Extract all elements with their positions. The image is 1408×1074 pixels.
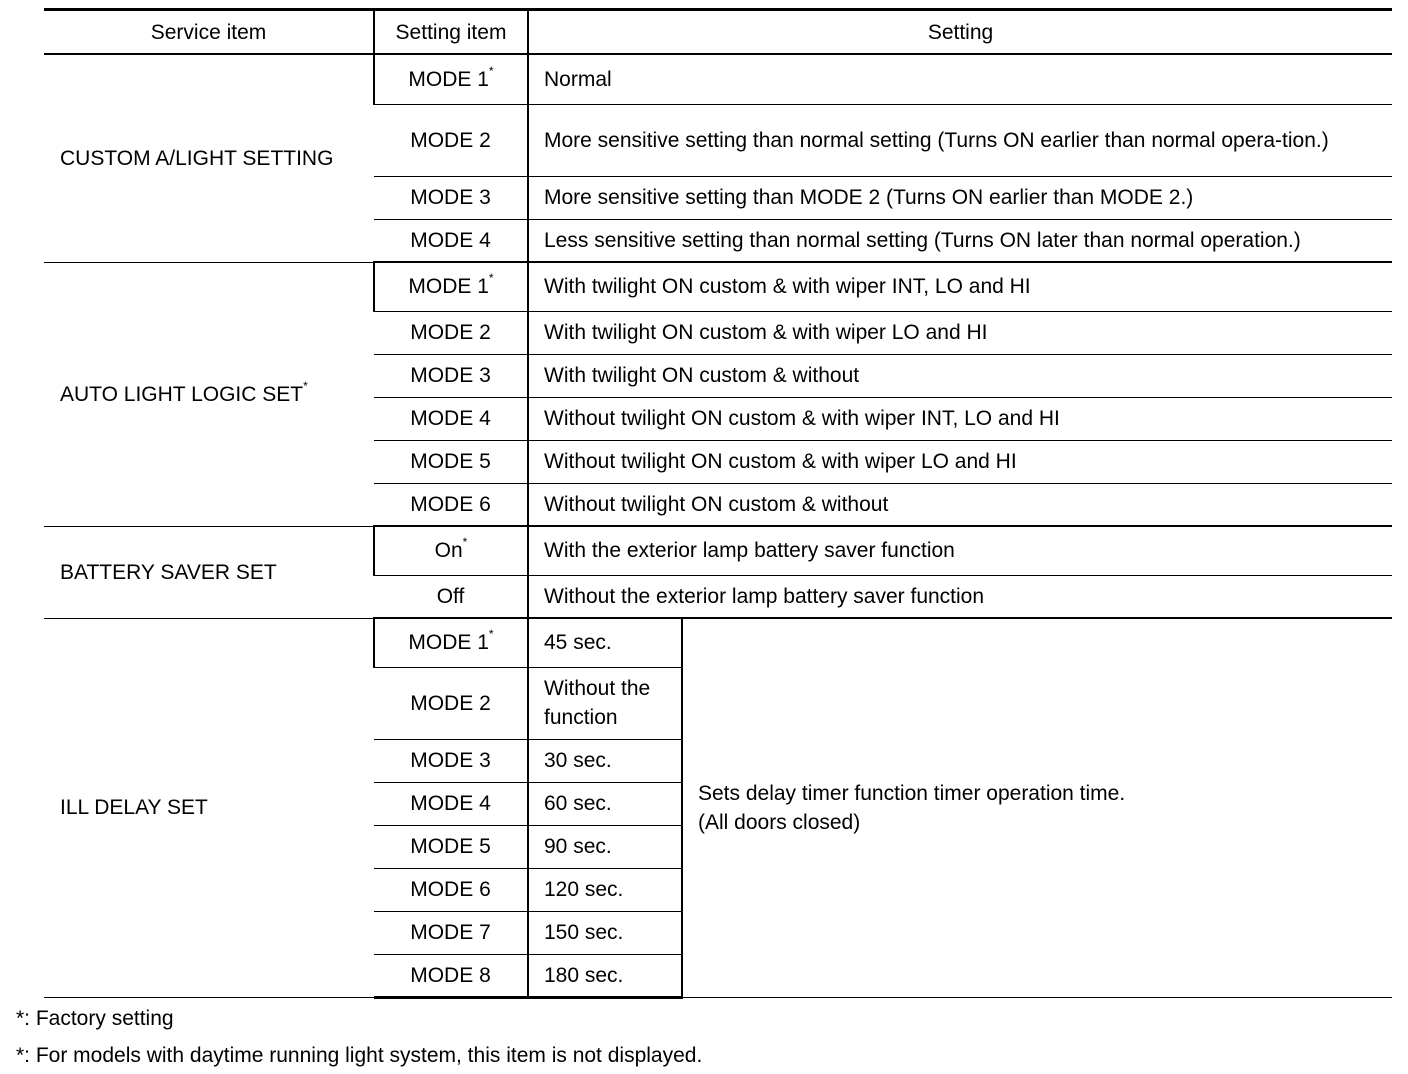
setting-item-cell bbox=[374, 667, 528, 739]
mode-label: On bbox=[434, 539, 463, 563]
setting-item-cell bbox=[374, 176, 528, 219]
mode-label: MODE 2 bbox=[410, 321, 491, 344]
setting-value: 150 sec. bbox=[528, 911, 682, 954]
setting-item-cell bbox=[374, 440, 528, 483]
setting-item-cell bbox=[374, 782, 528, 825]
setting-item-cell bbox=[374, 825, 528, 868]
mode-label: MODE 6 bbox=[410, 878, 491, 901]
setting-value: 90 sec. bbox=[528, 825, 682, 868]
setting-item-cell bbox=[374, 868, 528, 911]
table-header-row bbox=[44, 10, 1392, 55]
setting-value: Without twilight ON custom & with wiper INT, LO and HI bbox=[528, 397, 1392, 440]
factory-mark: * bbox=[488, 63, 494, 78]
service-battery-saver: BATTERY SAVER SET bbox=[44, 526, 374, 618]
table-row bbox=[44, 526, 1392, 575]
setting-value: 45 sec. bbox=[528, 618, 682, 667]
factory-mark: * bbox=[488, 271, 494, 286]
setting-value: With the exterior lamp battery saver function bbox=[528, 526, 1392, 575]
display-note-mark: * bbox=[303, 378, 308, 393]
service-custom-alight: CUSTOM A/LIGHT SETTING bbox=[44, 54, 374, 262]
mode-label: MODE 5 bbox=[410, 835, 491, 858]
setting-item-cell bbox=[374, 54, 528, 104]
mode-label: MODE 8 bbox=[410, 963, 491, 987]
factory-mark: * bbox=[462, 535, 468, 550]
header-setting: Setting bbox=[528, 10, 1392, 55]
setting-value: 30 sec. bbox=[528, 739, 682, 782]
setting-value: Without twilight ON custom & with wiper LO and HI bbox=[528, 440, 1392, 483]
mode-label: MODE 1 bbox=[408, 275, 489, 299]
service-auto-light-logic bbox=[44, 262, 374, 526]
footnote-daytime-running-light: *: For models with daytime running light system, this item is not displayed. bbox=[16, 1044, 703, 1067]
footnote-factory-setting: *: Factory setting bbox=[16, 1007, 174, 1030]
setting-value: Less sensitive setting than normal setting (Turns ON later than normal operation.) bbox=[528, 219, 1392, 262]
mode-label: MODE 3 bbox=[410, 364, 491, 387]
setting-value: 120 sec. bbox=[528, 868, 682, 911]
service-label: AUTO LIGHT LOGIC SET bbox=[60, 382, 304, 406]
mode-label: MODE 3 bbox=[410, 749, 491, 772]
setting-item-cell bbox=[374, 397, 528, 440]
setting-item-cell bbox=[374, 262, 528, 311]
setting-value: 180 sec. bbox=[528, 954, 682, 997]
service-ill-delay: ILL DELAY SET bbox=[44, 618, 374, 997]
setting-value: With twilight ON custom & with wiper INT, LO and HI bbox=[528, 262, 1392, 311]
mode-label: MODE 3 bbox=[410, 186, 491, 209]
setting-value: Without the function bbox=[528, 667, 682, 739]
mode-label: MODE 2 bbox=[410, 691, 491, 715]
setting-item-cell bbox=[374, 575, 528, 618]
setting-item-cell bbox=[374, 618, 528, 667]
ill-delay-description bbox=[682, 618, 1392, 997]
mode-label: MODE 4 bbox=[410, 228, 491, 252]
setting-value: Without the exterior lamp battery saver function bbox=[528, 575, 1392, 618]
setting-value: With twilight ON custom & with wiper LO and HI bbox=[528, 311, 1392, 354]
description-line-1: Sets delay timer function timer operation time. bbox=[698, 781, 1126, 805]
setting-value: Without twilight ON custom & without bbox=[528, 483, 1392, 526]
setting-item-cell bbox=[374, 739, 528, 782]
setting-value: Normal bbox=[528, 54, 1392, 104]
table-row bbox=[44, 262, 1392, 311]
setting-item-cell bbox=[374, 311, 528, 354]
mode-label: Off bbox=[436, 584, 465, 608]
mode-label: MODE 6 bbox=[410, 492, 491, 516]
setting-item-cell bbox=[374, 483, 528, 526]
setting-item-cell bbox=[374, 354, 528, 397]
mode-label: MODE 2 bbox=[410, 128, 491, 152]
mode-label: MODE 1 bbox=[408, 631, 489, 655]
description-line-2: (All doors closed) bbox=[698, 810, 861, 834]
setting-item-cell bbox=[374, 104, 528, 176]
service-settings-table bbox=[44, 8, 1392, 999]
footnotes bbox=[16, 1000, 702, 1074]
mode-label: MODE 1 bbox=[408, 67, 489, 91]
setting-item-cell bbox=[374, 954, 528, 997]
setting-item-cell bbox=[374, 219, 528, 262]
table-row bbox=[44, 618, 1392, 667]
setting-item-cell bbox=[374, 911, 528, 954]
setting-value: With twilight ON custom & without bbox=[528, 354, 1392, 397]
mode-label: MODE 4 bbox=[410, 792, 491, 815]
mode-label: MODE 4 bbox=[410, 407, 491, 430]
setting-value: More sensitive setting than normal setting (Turns ON earlier than normal opera-tion.) bbox=[528, 104, 1392, 176]
factory-mark: * bbox=[488, 627, 494, 642]
header-service-item: Service item bbox=[44, 10, 374, 55]
setting-value: More sensitive setting than MODE 2 (Turns ON earlier than MODE 2.) bbox=[528, 176, 1392, 219]
setting-value: 60 sec. bbox=[528, 782, 682, 825]
setting-item-cell bbox=[374, 526, 528, 575]
mode-label: MODE 7 bbox=[410, 921, 491, 944]
header-setting-item: Setting item bbox=[374, 10, 528, 55]
table-row bbox=[44, 54, 1392, 104]
mode-label: MODE 5 bbox=[410, 450, 491, 473]
